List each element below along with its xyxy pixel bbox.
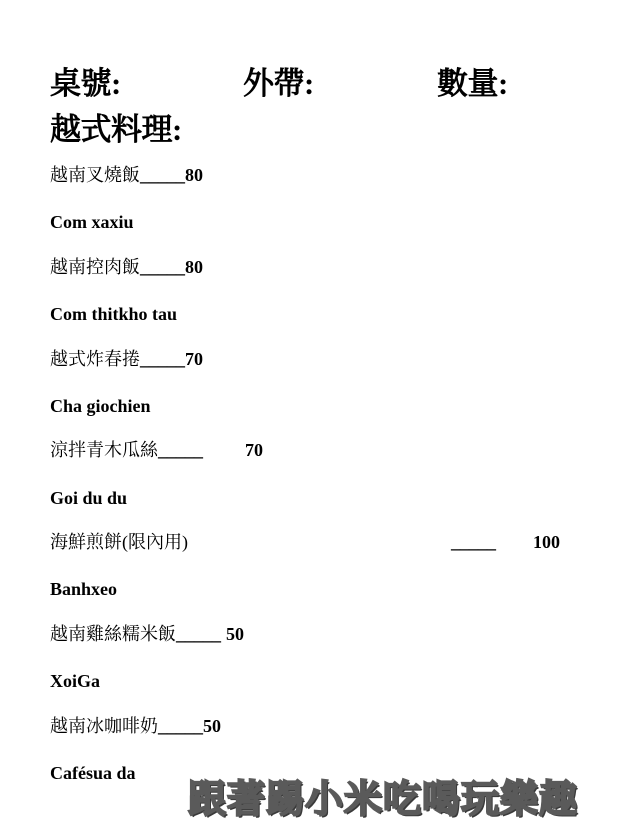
item-blank: _____	[158, 440, 203, 460]
menu-item-zh	[50, 256, 203, 278]
item-name-en: XoiGa	[50, 671, 101, 691]
item-blank: _____	[140, 165, 185, 185]
item-name-en: Banhxeo	[50, 579, 118, 599]
menu-item-zh	[50, 439, 263, 461]
item-price: 70	[245, 440, 263, 460]
menu-item-zh	[50, 348, 203, 370]
menu-item-zh	[50, 531, 188, 553]
item-blank: _____	[158, 716, 203, 736]
menu-item-zh	[50, 164, 203, 186]
item-name-zh: 越南雞絲糯米飯	[50, 624, 176, 644]
cuisine-title: 越式料理:	[50, 112, 182, 147]
item-price: 100	[533, 532, 560, 552]
item-name-en: Cafésua da	[50, 763, 136, 783]
item-price: 80	[185, 257, 203, 277]
item-blank: _____	[451, 532, 496, 552]
menu-item-zh	[50, 715, 221, 737]
menu-item-zh	[50, 623, 244, 645]
item-name-en: Com xaxiu	[50, 212, 134, 232]
item-price: 50	[203, 716, 221, 736]
item-name-zh: 越式炸春捲	[50, 349, 140, 369]
item-price: 50	[226, 624, 244, 644]
item-blank: _____	[140, 349, 185, 369]
watermark: 跟著踢小米吃喝玩樂趣	[188, 777, 579, 821]
item-name-zh: 越南叉燒飯	[50, 165, 140, 185]
item-blank: _____	[176, 624, 221, 644]
item-name-zh: 越南冰咖啡奶	[50, 716, 158, 736]
header-takeout: 外帶:	[243, 66, 314, 101]
item-name-zh: 涼拌青木瓜絲	[50, 440, 158, 460]
item-name-zh: 海鮮煎餅(限內用)	[50, 532, 188, 552]
item-name-en: Cha giochien	[50, 396, 151, 416]
header-quantity: 數量:	[437, 66, 508, 101]
item-price: 80	[185, 165, 203, 185]
item-price: 70	[185, 349, 203, 369]
item-name-zh: 越南控肉飯	[50, 257, 140, 277]
item-name-en: Goi du du	[50, 488, 128, 508]
item-name-en: Com thitkho tau	[50, 304, 178, 324]
item-blank: _____	[140, 257, 185, 277]
header-table-number: 桌號:	[50, 66, 121, 101]
